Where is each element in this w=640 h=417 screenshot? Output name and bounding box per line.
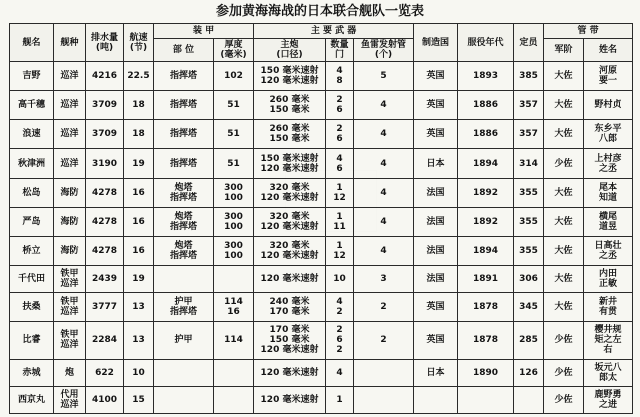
fleet-table-body [10,62,633,414]
cell-torpedo-tubes: 4 [354,236,414,265]
cell-commander-name: 新井 有贯 [584,293,633,322]
table-row [10,386,633,413]
cell-main-gun: 120 毫米速射 [254,266,326,293]
cell-crew: 355 [514,178,544,207]
cell-main-gun: 150 毫米速射 120 毫米速射 [254,62,326,91]
cell-ship-type: 海防 [54,178,86,207]
cell-ship-type: 海防 [54,207,86,236]
cell-speed: 13 [124,293,154,322]
cell-ship-name: 赤城 [10,359,54,386]
cell-ship-name: 吉野 [10,62,54,91]
cell-displacement: 4278 [86,207,124,236]
cell-torpedo-tubes: 5 [354,62,414,91]
cell-armor-part: 炮塔 指挥塔 [154,178,214,207]
cell-builder: 英国 [414,62,458,91]
cell-builder: 英国 [414,91,458,120]
cell-speed: 22.5 [124,62,154,91]
cell-crew: 285 [514,322,544,359]
cell-displacement: 3709 [86,120,124,149]
cell-armor-thickness: 51 [214,91,254,120]
cell-commander-name: 河原 要一 [584,62,633,91]
cell-armor-thickness [214,386,254,413]
cell-service-year: 1878 [458,322,514,359]
cell-main-gun: 240 毫米 170 毫米 [254,293,326,322]
cell-torpedo-tubes: 2 [354,322,414,359]
cell-main-gun: 120 毫米速射 [254,359,326,386]
cell-ship-name: 松岛 [10,178,54,207]
cell-armor-thickness: 102 [214,62,254,91]
cell-armor-part: 炮塔 指挥塔 [154,236,214,265]
table-row [10,91,633,120]
cell-ship-type: 铁甲 巡洋 [54,293,86,322]
header-commander: 管 带 [544,24,633,39]
cell-armor-thickness [214,359,254,386]
table-row [10,359,633,386]
cell-displacement: 3190 [86,149,124,178]
cell-displacement: 4278 [86,236,124,265]
cell-main-gun: 320 毫米 120 毫米速射 [254,178,326,207]
cell-commander-rank: 少佐 [544,386,584,413]
cell-main-gun: 120 毫米速射 [254,386,326,413]
header-displacement: 排水量 (吨) [86,24,124,62]
cell-commander-name: 野村贞 [584,91,633,120]
cell-commander-name: 樱井规 矩之左 右 [584,322,633,359]
cell-ship-type: 巡洋 [54,149,86,178]
cell-speed: 13 [124,322,154,359]
cell-crew: 126 [514,359,544,386]
cell-commander-name: 内田 正敏 [584,266,633,293]
cell-ship-name: 比睿 [10,322,54,359]
cell-armor-part: 炮塔 指挥塔 [154,207,214,236]
cell-main-gun: 320 毫米 120 毫米速射 [254,236,326,265]
cell-main-gun: 260 毫米 150 毫米 [254,120,326,149]
cell-ship-type: 铁甲 巡洋 [54,322,86,359]
cell-service-year: 1892 [458,207,514,236]
cell-main-gun: 260 毫米 150 毫米 [254,91,326,120]
cell-armor-thickness: 300 100 [214,207,254,236]
header-speed: 航速 (节) [124,24,154,62]
cell-builder: 日本 [414,149,458,178]
cell-crew: 314 [514,149,544,178]
cell-armor-part [154,359,214,386]
header-armor-part: 部 位 [154,39,214,62]
cell-crew: 345 [514,293,544,322]
cell-commander-name: 鹿野勇 之进 [584,386,633,413]
cell-service-year: 1890 [458,359,514,386]
cell-commander-rank: 大佐 [544,236,584,265]
cell-service-year: 1891 [458,266,514,293]
cell-commander-rank: 大佐 [544,178,584,207]
cell-speed: 18 [124,91,154,120]
page-title: 参加黄海海战的日本联合舰队一览表 [215,4,424,19]
cell-torpedo-tubes: 4 [354,91,414,120]
cell-gun-quantity: 4 [326,359,354,386]
cell-gun-quantity: 4 8 [326,62,354,91]
cell-armor-part [154,266,214,293]
cell-displacement: 3777 [86,293,124,322]
cell-commander-name: 尾本 知道 [584,178,633,207]
cell-gun-quantity: 1 11 [326,207,354,236]
cell-commander-rank: 大佐 [544,207,584,236]
cell-ship-type: 巡洋 [54,120,86,149]
cell-displacement: 2439 [86,266,124,293]
cell-torpedo-tubes: 4 [354,178,414,207]
cell-builder: 英国 [414,120,458,149]
cell-speed: 19 [124,266,154,293]
cell-displacement: 4216 [86,62,124,91]
table-row [10,266,633,293]
cell-builder: 法国 [414,266,458,293]
cell-speed: 16 [124,178,154,207]
header-torpedo: 鱼雷发射管 (个) [354,39,414,62]
header-ship-type: 舰种 [54,24,86,62]
cell-ship-type: 巡洋 [54,62,86,91]
cell-armor-thickness: 51 [214,149,254,178]
cell-ship-type: 铁甲 巡洋 [54,266,86,293]
cell-ship-name: 扶桑 [10,293,54,322]
cell-commander-rank: 少佐 [544,149,584,178]
cell-main-gun: 320 毫米 120 毫米速射 [254,207,326,236]
cell-commander-name: 东乡平 八郎 [584,120,633,149]
cell-displacement: 4278 [86,178,124,207]
cell-main-gun: 150 毫米速射 120 毫米速射 [254,149,326,178]
cell-displacement: 4100 [86,386,124,413]
cell-armor-part: 指挥塔 [154,149,214,178]
table-row [10,62,633,91]
header-armor: 装 甲 [154,24,254,39]
cell-armor-part: 护甲 指挥塔 [154,293,214,322]
cell-builder: 日本 [414,359,458,386]
cell-crew: 355 [514,236,544,265]
cell-commander-name: 日高壮 之丞 [584,236,633,265]
table-row [10,236,633,265]
cell-service-year: 1892 [458,178,514,207]
cell-builder: 法国 [414,207,458,236]
cell-gun-quantity: 1 12 [326,236,354,265]
table-row [10,120,633,149]
cell-torpedo-tubes: 4 [354,207,414,236]
cell-armor-thickness: 114 16 [214,293,254,322]
cell-service-year: 1893 [458,62,514,91]
cell-ship-name: 高千穗 [10,91,54,120]
cell-commander-rank: 少佐 [544,359,584,386]
header-ship-name: 舰名 [10,24,54,62]
cell-crew: 306 [514,266,544,293]
cell-ship-type: 代用 巡洋 [54,386,86,413]
watermark-seal [285,170,377,232]
cell-service-year: 1886 [458,120,514,149]
cell-gun-quantity: 1 [326,386,354,413]
cell-commander-name: 横尾 道昱 [584,207,633,236]
cell-builder: 法国 [414,178,458,207]
cell-armor-part [154,386,214,413]
cell-speed: 18 [124,120,154,149]
cell-builder: 法国 [414,236,458,265]
cell-crew: 357 [514,120,544,149]
header-rank: 军阶 [544,39,584,62]
cell-gun-quantity: 1 12 [326,178,354,207]
cell-ship-type: 炮 [54,359,86,386]
cell-ship-type: 巡洋 [54,91,86,120]
header-main-gun: 主炮 (口径) [254,39,326,62]
cell-commander-rank: 大佐 [544,91,584,120]
cell-crew: 355 [514,207,544,236]
cell-armor-thickness: 300 100 [214,236,254,265]
cell-speed: 19 [124,149,154,178]
cell-gun-quantity: 4 6 [326,149,354,178]
cell-commander-name: 坂元八 郎太 [584,359,633,386]
cell-ship-name: 秋津洲 [10,149,54,178]
cell-ship-name: 严岛 [10,207,54,236]
cell-displacement: 3709 [86,91,124,120]
cell-ship-type: 海防 [54,236,86,265]
header-service-year: 服役年代 [458,24,514,62]
header-weapons: 主 要 武 器 [254,24,414,39]
cell-armor-thickness [214,266,254,293]
cell-displacement: 622 [86,359,124,386]
cell-armor-thickness: 114 [214,322,254,359]
cell-speed: 15 [124,386,154,413]
cell-service-year: 1894 [458,236,514,265]
cell-service-year: 1894 [458,149,514,178]
cell-builder [414,386,458,413]
cell-commander-rank: 少佐 [544,322,584,359]
table-row [10,322,633,359]
cell-displacement: 2284 [86,322,124,359]
cell-gun-quantity: 4 2 [326,293,354,322]
cell-armor-part: 护甲 [154,322,214,359]
header-crew: 定员 [514,24,544,62]
cell-gun-quantity: 2 6 [326,91,354,120]
cell-service-year [458,386,514,413]
cell-armor-part: 指挥塔 [154,120,214,149]
cell-ship-name: 西京丸 [10,386,54,413]
cell-armor-part: 指挥塔 [154,62,214,91]
cell-torpedo-tubes: 4 [354,149,414,178]
header-builder: 制造国 [414,24,458,62]
cell-ship-name: 浪速 [10,120,54,149]
cell-service-year: 1886 [458,91,514,120]
cell-speed: 16 [124,207,154,236]
table-row [10,293,633,322]
cell-main-gun: 170 毫米 150 毫米 120 毫米速射 [254,322,326,359]
header-commander-name: 姓名 [584,39,633,62]
cell-crew [514,386,544,413]
cell-commander-rank: 大佐 [544,120,584,149]
header-quantity: 数量 门 [326,39,354,62]
cell-gun-quantity: 2 6 2 [326,322,354,359]
cell-ship-name: 千代田 [10,266,54,293]
cell-commander-rank: 大佐 [544,62,584,91]
cell-commander-rank: 大佐 [544,293,584,322]
cell-builder: 英国 [414,293,458,322]
cell-builder: 英国 [414,322,458,359]
cell-torpedo-tubes: 4 [354,120,414,149]
cell-service-year: 1878 [458,293,514,322]
cell-ship-name: 桥立 [10,236,54,265]
cell-commander-name: 上村彦 之丞 [584,149,633,178]
cell-speed: 10 [124,359,154,386]
header-armor-thickness: 厚度 (毫米) [214,39,254,62]
cell-gun-quantity: 10 [326,266,354,293]
cell-armor-part: 指挥塔 [154,91,214,120]
cell-armor-thickness: 51 [214,120,254,149]
cell-torpedo-tubes [354,386,414,413]
cell-speed: 16 [124,236,154,265]
cell-torpedo-tubes [354,359,414,386]
cell-armor-thickness: 300 100 [214,178,254,207]
cell-crew: 385 [514,62,544,91]
cell-crew: 357 [514,91,544,120]
cell-gun-quantity: 2 6 [326,120,354,149]
cell-torpedo-tubes: 3 [354,266,414,293]
cell-torpedo-tubes: 2 [354,293,414,322]
cell-commander-rank: 大佐 [544,266,584,293]
